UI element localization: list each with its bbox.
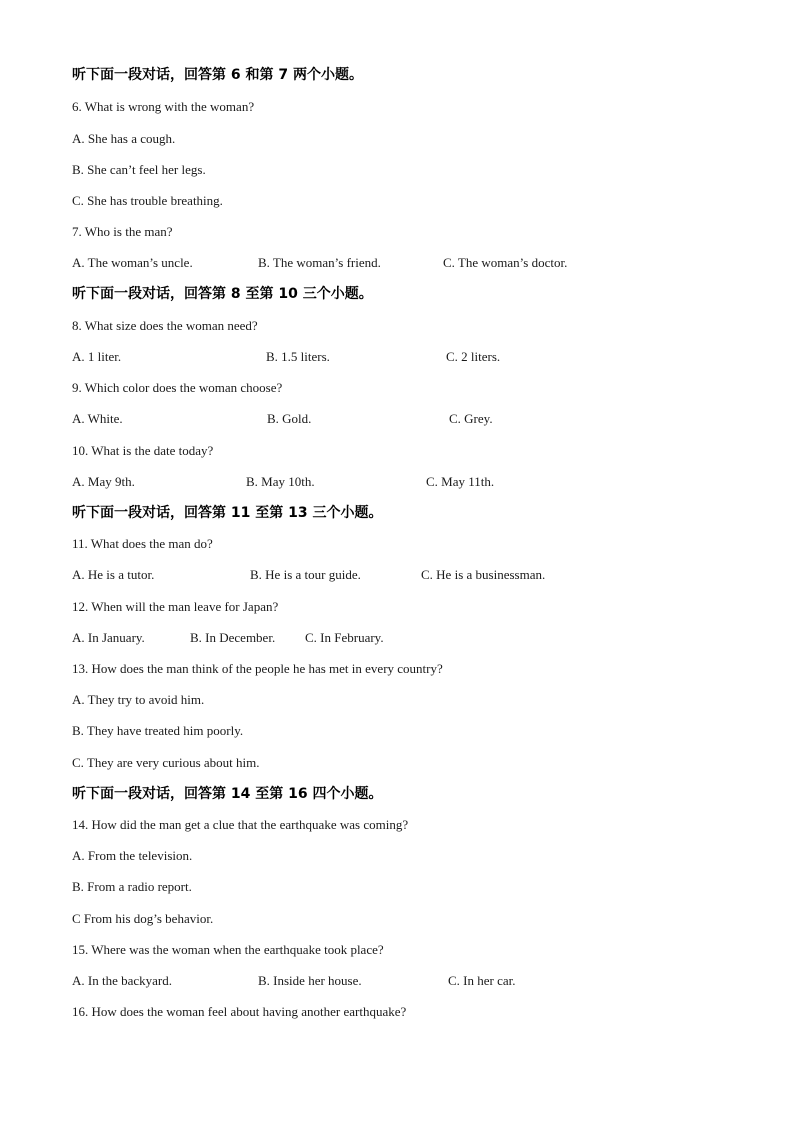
- question-text: 8. What size does the woman need?: [72, 318, 258, 333]
- section-heading: 听下面一段对话，回答第 8 至第 10 三个小题。: [72, 286, 373, 302]
- answer-option: A. White.: [72, 411, 123, 426]
- answer-option: C. May 11th.: [426, 474, 495, 489]
- answer-option: C From his dog’s behavior.: [72, 911, 214, 926]
- answer-option: A. In the backyard.: [72, 973, 172, 988]
- question-text: 6. What is wrong with the woman?: [72, 99, 255, 114]
- answer-option: C. The woman’s doctor.: [443, 255, 568, 270]
- section-heading: 听下面一段对话，回答第 11 至第 13 三个小题。: [72, 505, 383, 521]
- question-text: 13. How does the man think of the people he has met in every country?: [72, 661, 443, 676]
- question-text: 15. Where was the woman when the earthquake took place?: [72, 942, 384, 957]
- question-text: 9. Which color does the woman choose?: [72, 380, 283, 395]
- question-text: 16. How does the woman feel about having another earthquake?: [72, 1004, 407, 1019]
- answer-option: B. Inside her house.: [258, 973, 362, 988]
- question-text: 7. Who is the man?: [72, 224, 173, 239]
- answer-option: C. In her car.: [448, 973, 516, 988]
- question-text: 11. What does the man do?: [72, 536, 213, 551]
- answer-option: B. He is a tour guide.: [250, 567, 361, 582]
- answer-option: A. 1 liter.: [72, 349, 122, 364]
- answer-option: B. They have treated him poorly.: [72, 723, 244, 738]
- question-text: 12. When will the man leave for Japan?: [72, 599, 279, 614]
- answer-option: B. The woman’s friend.: [258, 255, 381, 270]
- answer-option: C. 2 liters.: [446, 349, 501, 364]
- answer-option: B. In December.: [190, 630, 276, 645]
- answer-option: C. In February.: [305, 630, 384, 645]
- answer-option: A. The woman’s uncle.: [72, 255, 193, 270]
- question-text: 10. What is the date today?: [72, 443, 214, 458]
- answer-option: A. May 9th.: [72, 474, 135, 489]
- answer-option: B. May 10th.: [246, 474, 315, 489]
- answer-option: A. They try to avoid him.: [72, 692, 205, 707]
- answer-option: B. 1.5 liters.: [266, 349, 330, 364]
- answer-option: C. She has trouble breathing.: [72, 193, 223, 208]
- answer-option: B. She can’t feel her legs.: [72, 162, 206, 177]
- answer-option: C. Grey.: [449, 411, 493, 426]
- answer-option: B. Gold.: [267, 411, 312, 426]
- answer-option: C. He is a businessman.: [421, 567, 546, 582]
- section-heading: 听下面一段对话，回答第 6 和第 7 两个小题。: [72, 67, 363, 83]
- answer-option: A. She has a cough.: [72, 131, 176, 146]
- section-heading: 听下面一段对话，回答第 14 至第 16 四个小题。: [72, 786, 383, 802]
- question-text: 14. How did the man get a clue that the earthquake was coming?: [72, 817, 409, 832]
- answer-option: B. From a radio report.: [72, 879, 192, 894]
- answer-option: A. From the television.: [72, 848, 193, 863]
- answer-option: A. In January.: [72, 630, 145, 645]
- answer-option: C. They are very curious about him.: [72, 755, 260, 770]
- answer-option: A. He is a tutor.: [72, 567, 155, 582]
